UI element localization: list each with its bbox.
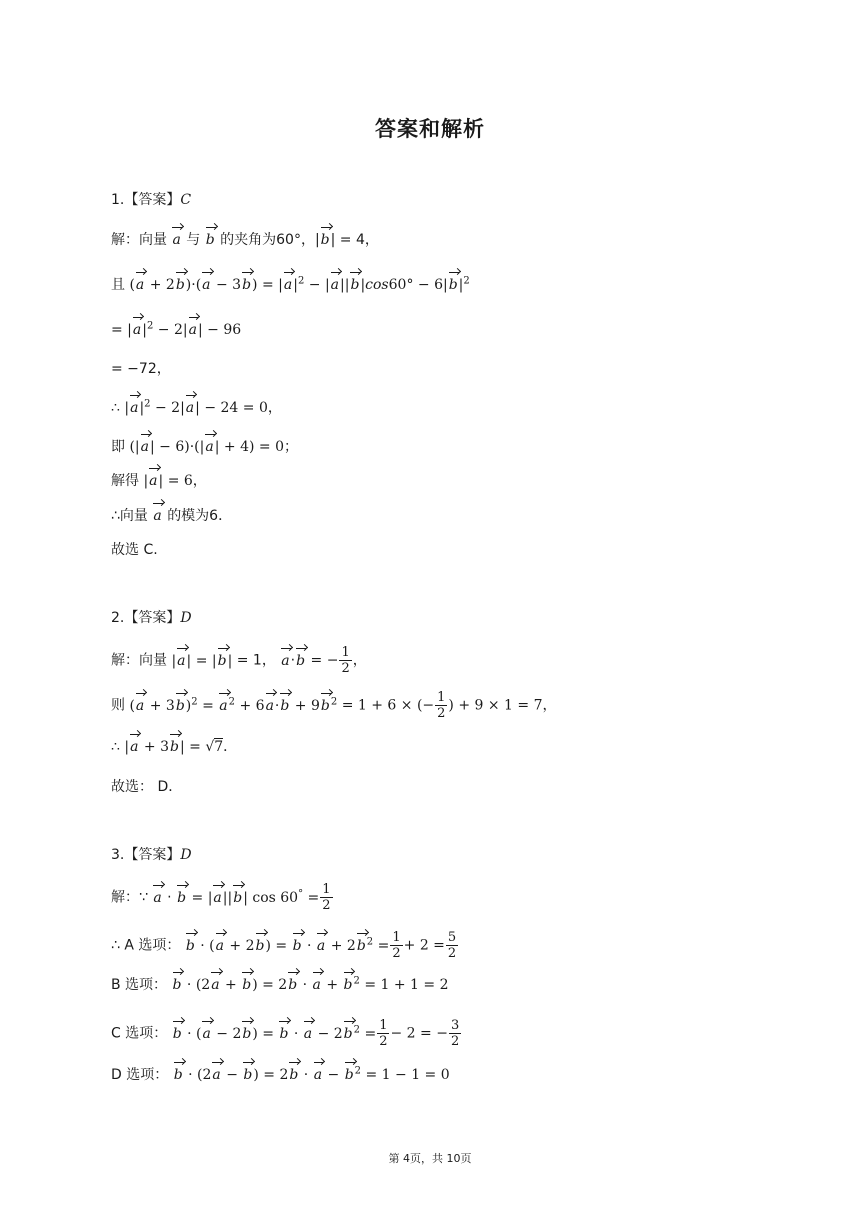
q3-line-2: ∴ A 选项： $b \cdot (a + 2b) = b \cdot a + 2b^2$ = $\frac{1}{2}$ + 2 = $\frac{5}{2}$ bbox=[111, 930, 457, 961]
q3-line-3: B 选项： $b \cdot (2a + b) = 2b \cdot a + b^2 = 1 + 1 = 2$ bbox=[111, 975, 449, 993]
q1-line-5: ∴ $|a|^2 - 2|a| - 24 = 0$， bbox=[111, 398, 282, 416]
q1-line-4: = −72， bbox=[111, 361, 171, 377]
q3-line-4: C 选项： $b \cdot (a - 2b) = b \cdot a - 2b^2$ = $\frac{1}{2}$ − 2 = − $\frac{3}{2}$ bbox=[111, 1018, 460, 1049]
q1-line-1: 解：向量 a 与 b 的夹角为60°，|b| = 4， bbox=[111, 232, 379, 248]
q1-line-6: 即 (|a| − 6)·(|a| + 4) = 0； bbox=[111, 439, 298, 455]
q1-line-8: ∴向量 a 的模为6． bbox=[111, 508, 233, 524]
q1-line-9: 故选 C. bbox=[111, 542, 158, 558]
q3-answer: D bbox=[180, 847, 192, 863]
page-title: 答案和解析 bbox=[375, 117, 485, 141]
q2-header: 2.【答案】D bbox=[111, 610, 192, 626]
q3-line-5: D 选项： $b \cdot (2a - b) = 2b \cdot a - b^2 = 1 - 1 = 0$ bbox=[111, 1065, 450, 1083]
q3-header: 3.【答案】D bbox=[111, 847, 192, 863]
q3-line-1: 解：∵ a · b = |a||b| cos 60° = $\frac{1}{2}$ bbox=[111, 882, 331, 913]
q1-line-3: = $|a|^2 - 2|a| - 96$ bbox=[111, 320, 242, 338]
q1-answer: C bbox=[180, 192, 192, 208]
q2-answer: D bbox=[180, 610, 192, 626]
page-footer: 第 4页，共 10页 bbox=[388, 1152, 472, 1165]
q2-line-2: 则 $(a + 3b)^2 = a^2 + 6a\cdot b + 9b^2 = 1 + 6$ × (− $\frac{1}{2}$ ) + 9 × 1 = 7， bbox=[111, 690, 557, 721]
q2-line-1: 解：向量 |a| = |b| = 1， a·b = − $\frac{1}{2}$ ， bbox=[111, 645, 367, 676]
q2-line-4: 故选： D． bbox=[111, 779, 183, 795]
q1-line-2: 且 $(a + 2b)\cdot(a - 3b) = |a|^2 - |a||b|\cos 60^\circ - 6|b|^2$ bbox=[111, 275, 470, 293]
q2-line-3: ∴ |a + 3b| = √7． bbox=[111, 739, 238, 755]
q1-header: 1.【答案】C bbox=[111, 192, 192, 208]
q1-line-7: 解得 |a| = 6， bbox=[111, 473, 207, 489]
